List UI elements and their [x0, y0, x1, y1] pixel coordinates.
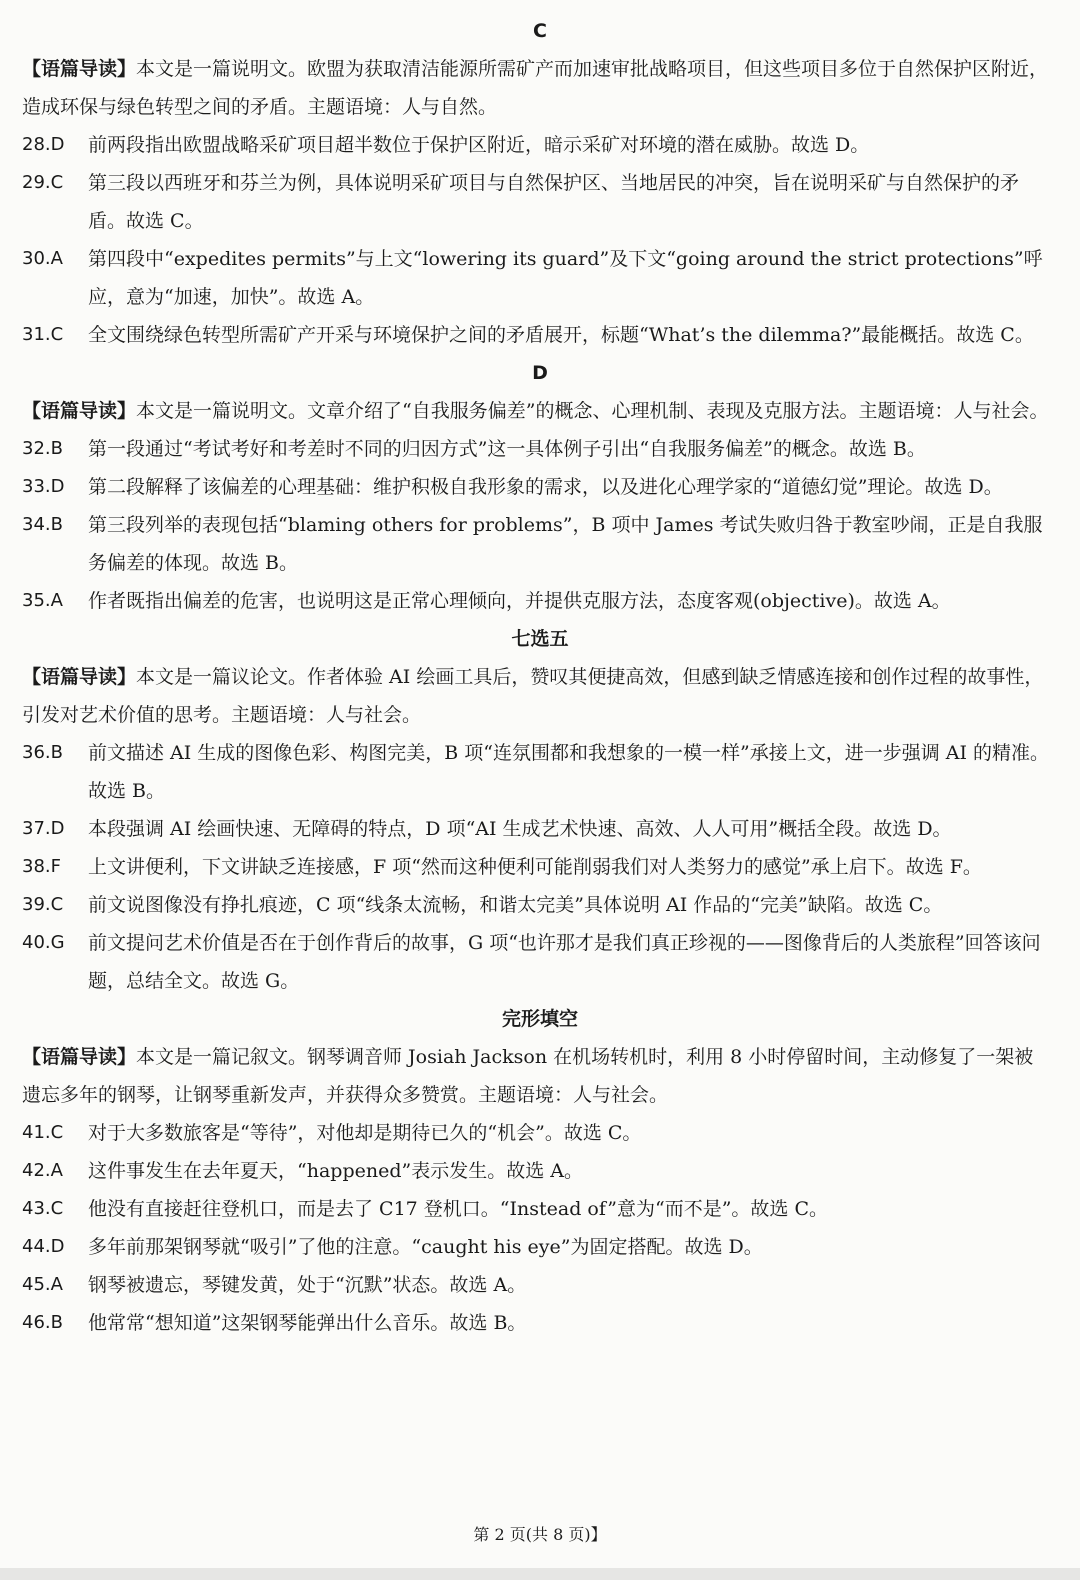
answer-number: 39.C — [22, 894, 64, 915]
answer-number: 31.C — [22, 324, 64, 345]
answer-explanation: 这件事发生在去年夏天，“happened”表示发生。故选 A。 — [88, 1160, 583, 1182]
section-c — [0, 12, 1080, 354]
answer-number: 42.A — [22, 1160, 63, 1181]
answer-number: 35.A — [22, 590, 63, 611]
answer-number: 38.F — [22, 856, 61, 877]
answer-item — [0, 734, 1080, 810]
answer-explanation: 多年前那架钢琴就“吸引”了他的注意。“caught his eye”为固定搭配。故选 D。 — [88, 1236, 763, 1258]
passage-guide — [0, 658, 1080, 734]
answer-explanation: 第四段中“expedites permits”与上文“lowering its guard”及下文“going around the strict protections”呼应，意为“加速，加快”。故选 A。 — [88, 248, 1043, 308]
answer-explanation: 前两段指出欧盟战略采矿项目超半数位于保护区附近，暗示采矿对环境的潜在威胁。故选 D。 — [88, 134, 870, 156]
guide-tag: 【语篇导读】 — [22, 1046, 137, 1068]
answer-number: 33.D — [22, 476, 65, 497]
answer-number: 40.G — [22, 932, 65, 953]
answer-item — [0, 240, 1080, 316]
answer-explanation: 前文描述 AI 生成的图像色彩、构图完美，B 项“连氛围都和我想象的一模一样”承接上文，进一步强调 AI 的精准。故选 B。 — [88, 742, 1050, 802]
section-heading: C — [533, 20, 547, 42]
bottom-divider — [0, 1568, 1080, 1580]
answer-explanation: 本段强调 AI 绘画快速、无障碍的特点，D 项“AI 生成艺术快速、高效、人人可用”概括全段。故选 D。 — [88, 818, 952, 840]
guide-text: 本文是一篇说明文。文章介绍了“自我服务偏差”的概念、心理机制、表现及克服方法。主题语境：人与社会。 — [136, 400, 1049, 422]
guide-text: 本文是一篇说明文。欧盟为获取清洁能源所需矿产而加速审批战略项目，但这些项目多位于自然保护区附近，造成环保与绿色转型之间的矛盾。主题语境：人与自然。 — [22, 58, 1049, 118]
answer-item — [0, 468, 1080, 506]
guide-tag: 【语篇导读】 — [22, 400, 137, 422]
answer-explanation: 第二段解释了该偏差的心理基础：维护积极自我形象的需求，以及进化心理学家的“道德幻觉”理论。故选 D。 — [88, 476, 1003, 498]
section-cloze — [0, 1000, 1080, 1342]
answer-explanation: 作者既指出偏差的危害，也说明这是正常心理倾向，并提供克服方法，态度客观(objective)。故选 A。 — [88, 590, 951, 612]
answer-item — [0, 848, 1080, 886]
answer-explanation: 钢琴被遗忘，琴键发黄，处于“沉默”状态。故选 A。 — [88, 1274, 527, 1296]
answer-explanation: 第三段以西班牙和芬兰为例，具体说明采矿项目与自然保护区、当地居民的冲突，旨在说明采矿与自然保护的矛盾。故选 C。 — [88, 172, 1020, 232]
guide-tag: 【语篇导读】 — [22, 58, 137, 80]
passage-guide — [0, 1038, 1080, 1114]
answer-explanation: 第一段通过“考试考好和考差时不同的归因方式”这一具体例子引出“自我服务偏差”的概念。故选 B。 — [88, 438, 926, 460]
passage-guide — [0, 50, 1080, 126]
answer-item — [0, 126, 1080, 164]
answer-item — [0, 1190, 1080, 1228]
answer-item — [0, 164, 1080, 240]
guide-tag: 【语篇导读】 — [22, 666, 137, 688]
answer-number: 37.D — [22, 818, 65, 839]
answer-item — [0, 1304, 1080, 1342]
answer-item — [0, 1152, 1080, 1190]
answer-number: 32.B — [22, 438, 63, 459]
passage-guide — [0, 392, 1080, 430]
answer-explanation: 他常常“想知道”这架钢琴能弹出什么音乐。故选 B。 — [88, 1312, 527, 1334]
answer-explanation: 他没有直接赶往登机口，而是去了 C17 登机口。“Instead of”意为“而不是”。故选 C。 — [88, 1198, 828, 1220]
section-heading: 七选五 — [511, 628, 569, 650]
guide-text: 本文是一篇议论文。作者体验 AI 绘画工具后，赞叹其便捷高效，但感到缺乏情感连接和创作过程的故事性，引发对艺术价值的思考。主题语境：人与社会。 — [22, 666, 1044, 726]
answer-item — [0, 810, 1080, 848]
answer-item — [0, 316, 1080, 354]
answer-item — [0, 1266, 1080, 1304]
section-heading: D — [532, 362, 548, 384]
page-footer: 第 2 页(共 8 页)】 — [473, 1525, 607, 1544]
section-heading: 完形填空 — [501, 1008, 578, 1030]
answer-item — [0, 582, 1080, 620]
answer-item — [0, 1114, 1080, 1152]
guide-text: 本文是一篇记叙文。钢琴调音师 Josiah Jackson 在机场转机时，利用 8 小时停留时间，主动修复了一架被遗忘多年的钢琴，让钢琴重新发声，并获得众多赞赏。主题语境：人与社会。 — [22, 1046, 1034, 1106]
answer-number: 46.B — [22, 1312, 63, 1333]
answer-explanation: 全文围绕绿色转型所需矿产开采与环境保护之间的矛盾展开，标题“What’s the dilemma?”最能概括。故选 C。 — [88, 324, 1034, 346]
answer-number: 36.B — [22, 742, 63, 763]
answer-number: 34.B — [22, 514, 63, 535]
answer-number: 45.A — [22, 1274, 63, 1295]
answer-number: 43.C — [22, 1198, 64, 1219]
answer-explanation: 对于大多数旅客是“等待”，对他却是期待已久的“机会”。故选 C。 — [88, 1122, 642, 1144]
answer-number: 29.C — [22, 172, 64, 193]
answer-number: 30.A — [22, 248, 63, 269]
section-seven-choose-five — [0, 620, 1080, 1000]
answer-explanation: 前文提问艺术价值是否在于创作背后的故事，G 项“也许那才是我们真正珍视的——图像背后的人类旅程”回答该问题，总结全文。故选 G。 — [88, 932, 1041, 992]
answer-number: 28.D — [22, 134, 65, 155]
answer-item — [0, 430, 1080, 468]
section-d — [0, 354, 1080, 620]
answer-number: 44.D — [22, 1236, 65, 1257]
answer-explanation: 前文说图像没有挣扎痕迹，C 项“线条太流畅，和谐太完美”具体说明 AI 作品的“完美”缺陷。故选 C。 — [88, 894, 943, 916]
answer-explanation: 上文讲便利，下文讲缺乏连接感，F 项“然而这种便利可能削弱我们对人类努力的感觉”承上启下。故选 F。 — [88, 856, 982, 878]
answer-number: 41.C — [22, 1122, 64, 1143]
answer-item — [0, 924, 1080, 1000]
answer-explanation: 第三段列举的表现包括“blaming others for problems”，B 项中 James 考试失败归咎于教室吵闹，正是自我服务偏差的体现。故选 B。 — [88, 514, 1043, 574]
answer-item — [0, 1228, 1080, 1266]
answer-item — [0, 506, 1080, 582]
answer-item — [0, 886, 1080, 924]
